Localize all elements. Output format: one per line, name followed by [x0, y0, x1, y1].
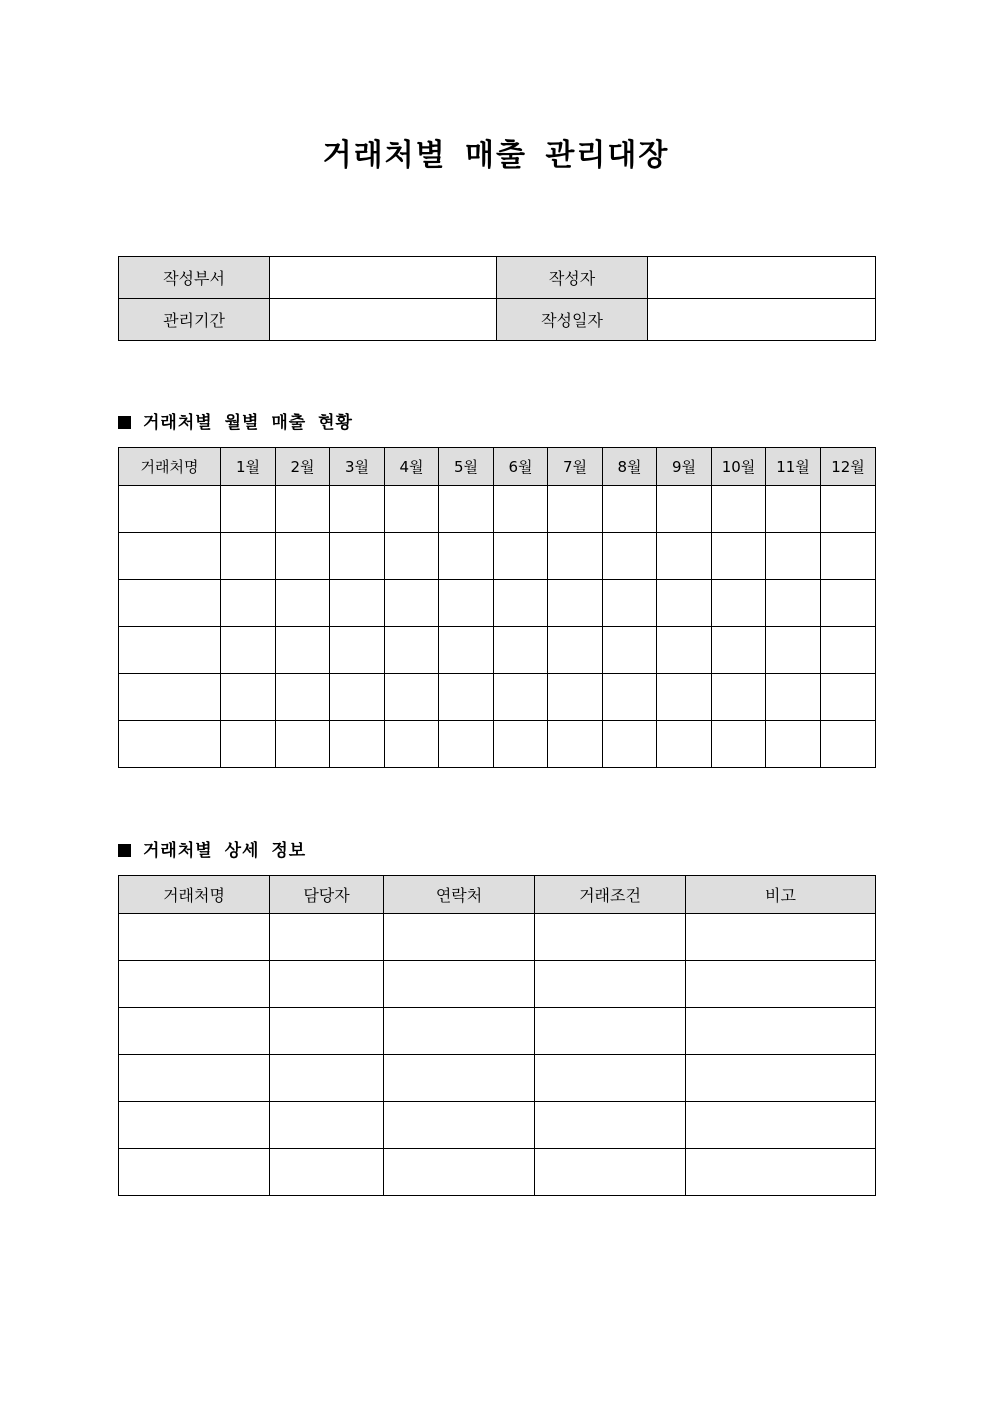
table-cell[interactable]	[330, 580, 385, 627]
square-bullet-icon	[118, 844, 131, 857]
table-cell[interactable]	[657, 627, 712, 674]
table-cell[interactable]	[119, 721, 221, 768]
table-cell[interactable]	[686, 1008, 876, 1055]
table-cell[interactable]	[385, 486, 439, 533]
table-cell[interactable]	[330, 627, 385, 674]
table-cell[interactable]	[548, 486, 603, 533]
table-cell[interactable]	[385, 674, 439, 721]
column-header: 7월	[548, 448, 603, 486]
table-cell[interactable]	[221, 721, 276, 768]
table-cell[interactable]	[385, 533, 439, 580]
column-header: 9월	[657, 448, 712, 486]
table-cell[interactable]	[712, 486, 766, 533]
table-cell[interactable]	[330, 674, 385, 721]
table-cell[interactable]	[276, 721, 330, 768]
table-row	[119, 1102, 876, 1149]
detail-section-title-text: 거래처별 상세 정보	[143, 841, 307, 861]
table-cell[interactable]	[712, 533, 766, 580]
table-cell[interactable]	[494, 580, 548, 627]
table-cell[interactable]	[686, 914, 876, 961]
table-row	[119, 961, 876, 1008]
table-cell[interactable]	[821, 721, 876, 768]
table-cell[interactable]	[221, 533, 276, 580]
table-cell[interactable]	[270, 914, 384, 961]
table-cell[interactable]	[821, 627, 876, 674]
monthly-sales-table	[118, 447, 876, 768]
table-cell[interactable]	[548, 627, 603, 674]
table-cell[interactable]	[330, 721, 385, 768]
table-cell[interactable]	[686, 1102, 876, 1149]
table-cell[interactable]	[330, 533, 385, 580]
table-cell[interactable]	[276, 580, 330, 627]
page-title: 거래처별 매출 관리대장	[322, 138, 670, 173]
column-header: 2월	[276, 448, 330, 486]
table-cell[interactable]	[119, 1008, 270, 1055]
table-row	[119, 674, 876, 721]
table-row	[119, 580, 876, 627]
column-header: 비고	[686, 876, 876, 914]
monthly-section-title	[118, 411, 353, 435]
table-cell[interactable]	[439, 674, 494, 721]
column-header: 담당자	[270, 876, 384, 914]
column-header: 연락처	[384, 876, 535, 914]
column-header: 11월	[766, 448, 821, 486]
table-row	[119, 533, 876, 580]
column-header: 4월	[385, 448, 439, 486]
table-cell[interactable]	[385, 721, 439, 768]
table-cell[interactable]	[548, 721, 603, 768]
table-cell[interactable]	[535, 1149, 686, 1196]
table-cell[interactable]	[686, 961, 876, 1008]
column-header: 5월	[439, 448, 494, 486]
table-row	[119, 1149, 876, 1196]
table-cell[interactable]	[384, 1055, 535, 1102]
table-cell[interactable]	[686, 1055, 876, 1102]
column-header: 10월	[712, 448, 766, 486]
table-cell[interactable]	[439, 580, 494, 627]
dept-field[interactable]	[270, 257, 497, 299]
table-cell[interactable]	[535, 1055, 686, 1102]
period-field[interactable]	[270, 299, 497, 341]
column-header: 거래조건	[535, 876, 686, 914]
table-cell[interactable]	[439, 627, 494, 674]
table-cell[interactable]	[535, 914, 686, 961]
table-row	[119, 627, 876, 674]
column-header: 거래처명	[119, 876, 270, 914]
table-cell[interactable]	[821, 580, 876, 627]
table-cell[interactable]	[221, 674, 276, 721]
table-cell[interactable]	[712, 627, 766, 674]
table-cell[interactable]	[119, 627, 221, 674]
client-detail-table	[118, 875, 876, 1196]
info-row	[119, 257, 876, 299]
table-cell[interactable]	[270, 961, 384, 1008]
table-cell[interactable]	[276, 674, 330, 721]
table-cell[interactable]	[712, 721, 766, 768]
writer-field[interactable]	[648, 257, 876, 299]
table-cell[interactable]	[712, 580, 766, 627]
column-header: 8월	[603, 448, 657, 486]
table-cell[interactable]	[603, 533, 657, 580]
column-header: 6월	[494, 448, 548, 486]
table-cell[interactable]	[384, 1149, 535, 1196]
table-row	[119, 486, 876, 533]
table-cell[interactable]	[270, 1102, 384, 1149]
table-cell[interactable]	[119, 1055, 270, 1102]
column-header: 1월	[221, 448, 276, 486]
table-cell[interactable]	[439, 486, 494, 533]
table-cell[interactable]	[766, 486, 821, 533]
detail-section-title	[118, 839, 306, 863]
date-label: 작성일자	[497, 299, 648, 341]
table-cell[interactable]	[119, 961, 270, 1008]
table-cell[interactable]	[766, 580, 821, 627]
column-header: 12월	[821, 448, 876, 486]
table-cell[interactable]	[384, 914, 535, 961]
table-cell[interactable]	[384, 961, 535, 1008]
detail-body	[119, 914, 876, 1196]
column-header: 3월	[330, 448, 385, 486]
table-cell[interactable]	[270, 1149, 384, 1196]
table-row	[119, 1055, 876, 1102]
table-cell[interactable]	[766, 721, 821, 768]
table-cell[interactable]	[330, 486, 385, 533]
table-cell[interactable]	[821, 486, 876, 533]
table-cell[interactable]	[494, 627, 548, 674]
table-cell[interactable]	[494, 674, 548, 721]
table-row	[119, 914, 876, 961]
monthly-body	[119, 486, 876, 768]
table-cell[interactable]	[385, 627, 439, 674]
table-cell[interactable]	[439, 721, 494, 768]
table-cell[interactable]	[494, 721, 548, 768]
writer-label: 작성자	[497, 257, 648, 299]
table-cell[interactable]	[385, 580, 439, 627]
table-cell[interactable]	[119, 486, 221, 533]
table-cell[interactable]	[221, 580, 276, 627]
table-cell[interactable]	[119, 533, 221, 580]
table-cell[interactable]	[548, 580, 603, 627]
table-cell[interactable]	[276, 627, 330, 674]
table-cell[interactable]	[603, 627, 657, 674]
period-label: 관리기간	[119, 299, 270, 341]
table-cell[interactable]	[657, 721, 712, 768]
table-cell[interactable]	[766, 674, 821, 721]
info-table	[118, 256, 876, 341]
table-cell[interactable]	[119, 580, 221, 627]
table-cell[interactable]	[535, 1008, 686, 1055]
table-cell[interactable]	[657, 580, 712, 627]
table-cell[interactable]	[657, 486, 712, 533]
table-cell[interactable]	[270, 1055, 384, 1102]
table-cell[interactable]	[535, 961, 686, 1008]
detail-header-row	[119, 876, 876, 914]
table-cell[interactable]	[821, 533, 876, 580]
table-cell[interactable]	[494, 533, 548, 580]
info-row	[119, 299, 876, 341]
table-cell[interactable]	[657, 674, 712, 721]
table-cell[interactable]	[603, 486, 657, 533]
table-cell[interactable]	[119, 674, 221, 721]
table-cell[interactable]	[603, 674, 657, 721]
table-cell[interactable]	[384, 1008, 535, 1055]
table-cell[interactable]	[535, 1102, 686, 1149]
table-cell[interactable]	[119, 1102, 270, 1149]
table-cell[interactable]	[384, 1102, 535, 1149]
square-bullet-icon	[118, 416, 131, 429]
table-cell[interactable]	[657, 533, 712, 580]
table-cell[interactable]	[276, 486, 330, 533]
table-cell[interactable]	[221, 486, 276, 533]
table-row	[119, 1008, 876, 1055]
table-cell[interactable]	[603, 580, 657, 627]
table-cell[interactable]	[548, 674, 603, 721]
table-cell[interactable]	[276, 533, 330, 580]
table-cell[interactable]	[119, 914, 270, 961]
table-cell[interactable]	[119, 1149, 270, 1196]
table-cell[interactable]	[712, 674, 766, 721]
table-cell[interactable]	[821, 674, 876, 721]
table-cell[interactable]	[603, 721, 657, 768]
table-cell[interactable]	[686, 1149, 876, 1196]
table-cell[interactable]	[270, 1008, 384, 1055]
column-header: 거래처명	[119, 448, 221, 486]
table-cell[interactable]	[494, 486, 548, 533]
table-cell[interactable]	[221, 627, 276, 674]
monthly-section-title-text: 거래처별 월별 매출 현황	[143, 413, 353, 433]
date-field[interactable]	[648, 299, 876, 341]
dept-label: 작성부서	[119, 257, 270, 299]
table-cell[interactable]	[766, 627, 821, 674]
table-cell[interactable]	[548, 533, 603, 580]
table-cell[interactable]	[766, 533, 821, 580]
monthly-header-row	[119, 448, 876, 486]
table-row	[119, 721, 876, 768]
table-cell[interactable]	[439, 533, 494, 580]
